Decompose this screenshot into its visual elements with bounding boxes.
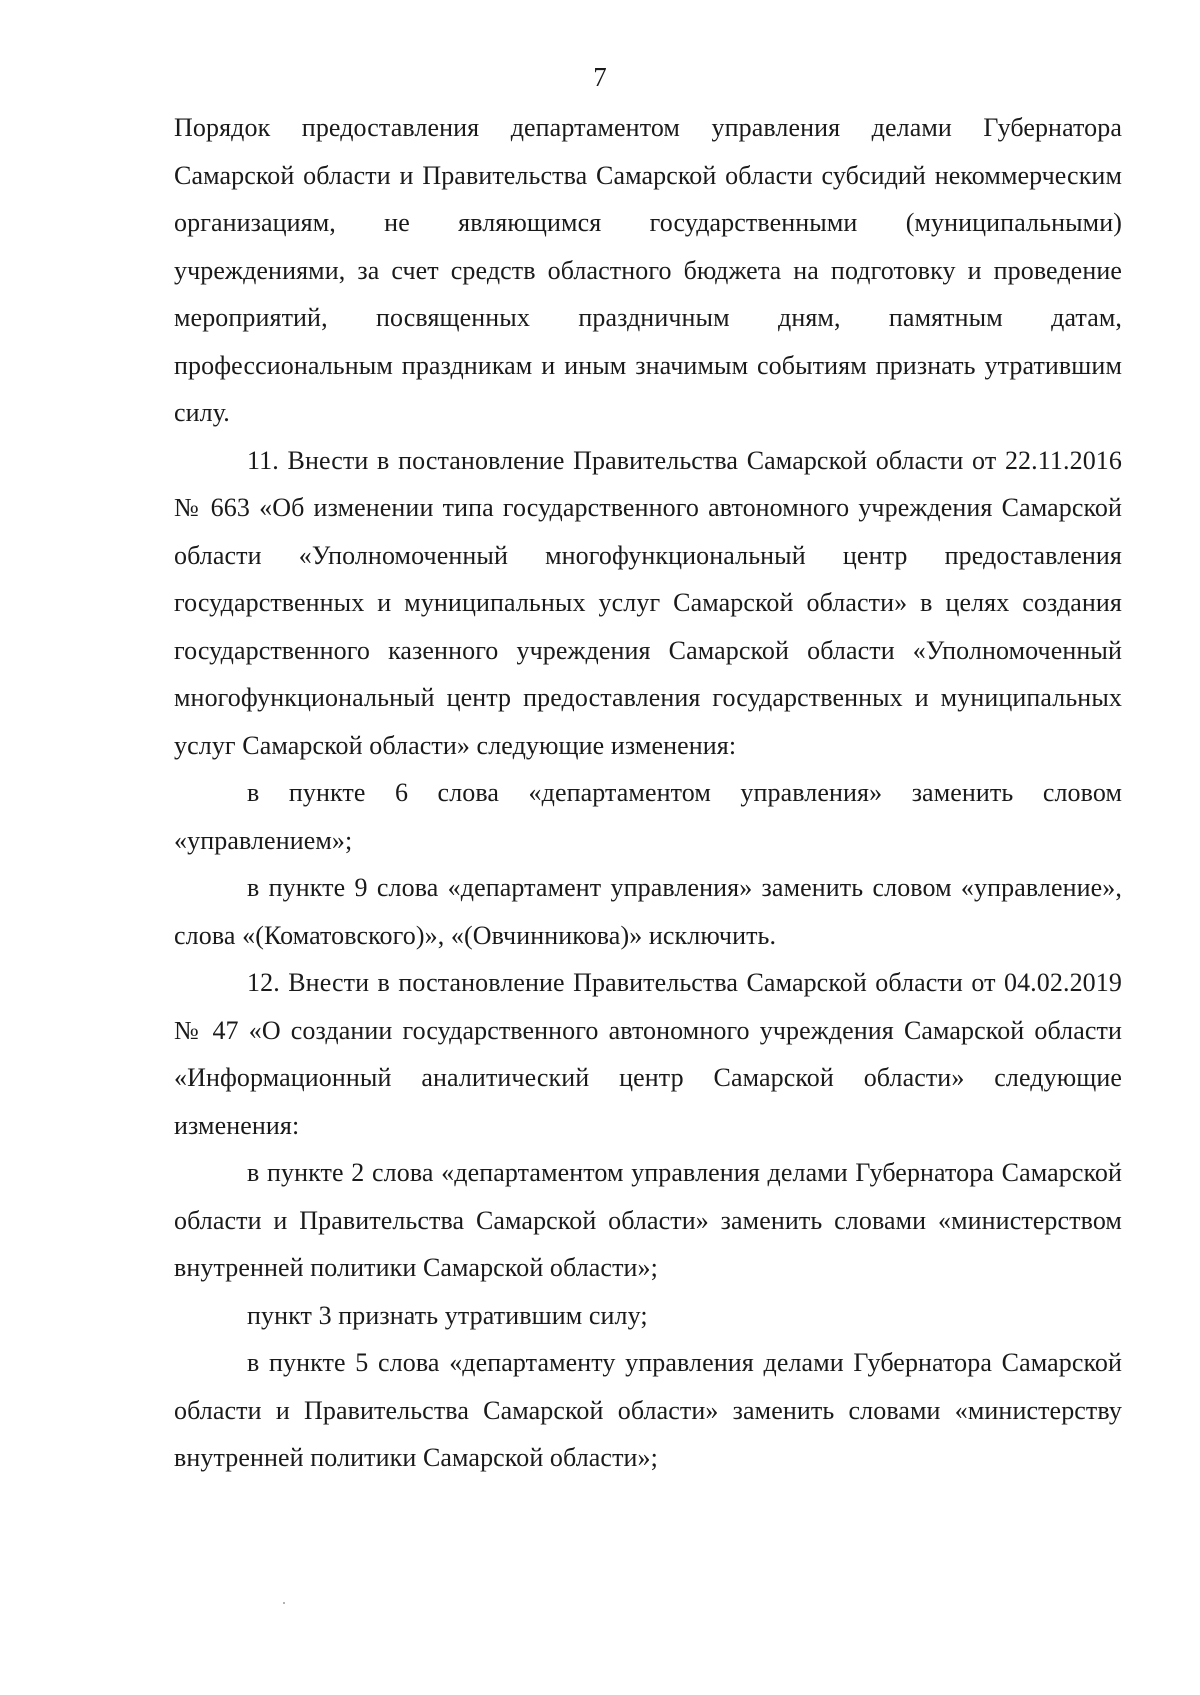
paragraph-item-12: 12. Внести в постановление Правительства Самарской области от 04.02.2019 № 47 «О создании государственного автономного учреждения Самарской области «Информационный аналитический центр Самарской области» следующие изменения:: [174, 968, 1122, 1140]
scan-speck: [283, 1602, 285, 1604]
paragraph-item-11-point-9: в пункте 9 слова «департамент управления» заменить словом «управление», слова «(Коматовского)», «(Овчинникова)» исключить.: [174, 873, 1122, 950]
page-number: 7: [593, 62, 607, 92]
paragraph-procedure-invalidation: Порядок предоставления департаментом управления делами Губернатора Самарской области и Правительства Самарской области субсидий некоммерческим организациям, не являющимся государственными (муниципальными) учреждениями, за счет средств областного бюджета на подготовку и проведение мероприятий, посвященных праздничным дням, памятным датам, профессиональным праздникам и иным значимым событиям признать утратившим силу.: [174, 113, 1122, 427]
paragraph-item-11-point-6: в пункте 6 слова «департаментом управления» заменить словом «управлением»;: [174, 778, 1122, 855]
paragraph-item-12-point-5: в пункте 5 слова «департаменту управления делами Губернатора Самарской области и Правительства Самарской области» заменить словами «министерству внутренней политики Самарской области»;: [174, 1348, 1122, 1472]
document-body: [174, 104, 1122, 1482]
paragraph-item-12-point-3: пункт 3 признать утратившим силу;: [247, 1300, 648, 1330]
paragraph-item-12-point-2: в пункте 2 слова «департаментом управления делами Губернатора Самарской области и Правительства Самарской области» заменить словами «министерством внутренней политики Самарской области»;: [174, 1158, 1122, 1282]
paragraph-item-11: 11. Внести в постановление Правительства Самарской области от 22.11.2016 № 663 «Об изменении типа государственного автономного учреждения Самарской области «Уполномоченный многофункциональный центр предоставления государственных и муниципальных услуг Самарской области» в целях создания государственного казенного учреждения Самарской области «Уполномоченный многофункциональный центр предоставления государственных и муниципальных услуг Самарской области» следующие изменения:: [174, 445, 1122, 760]
